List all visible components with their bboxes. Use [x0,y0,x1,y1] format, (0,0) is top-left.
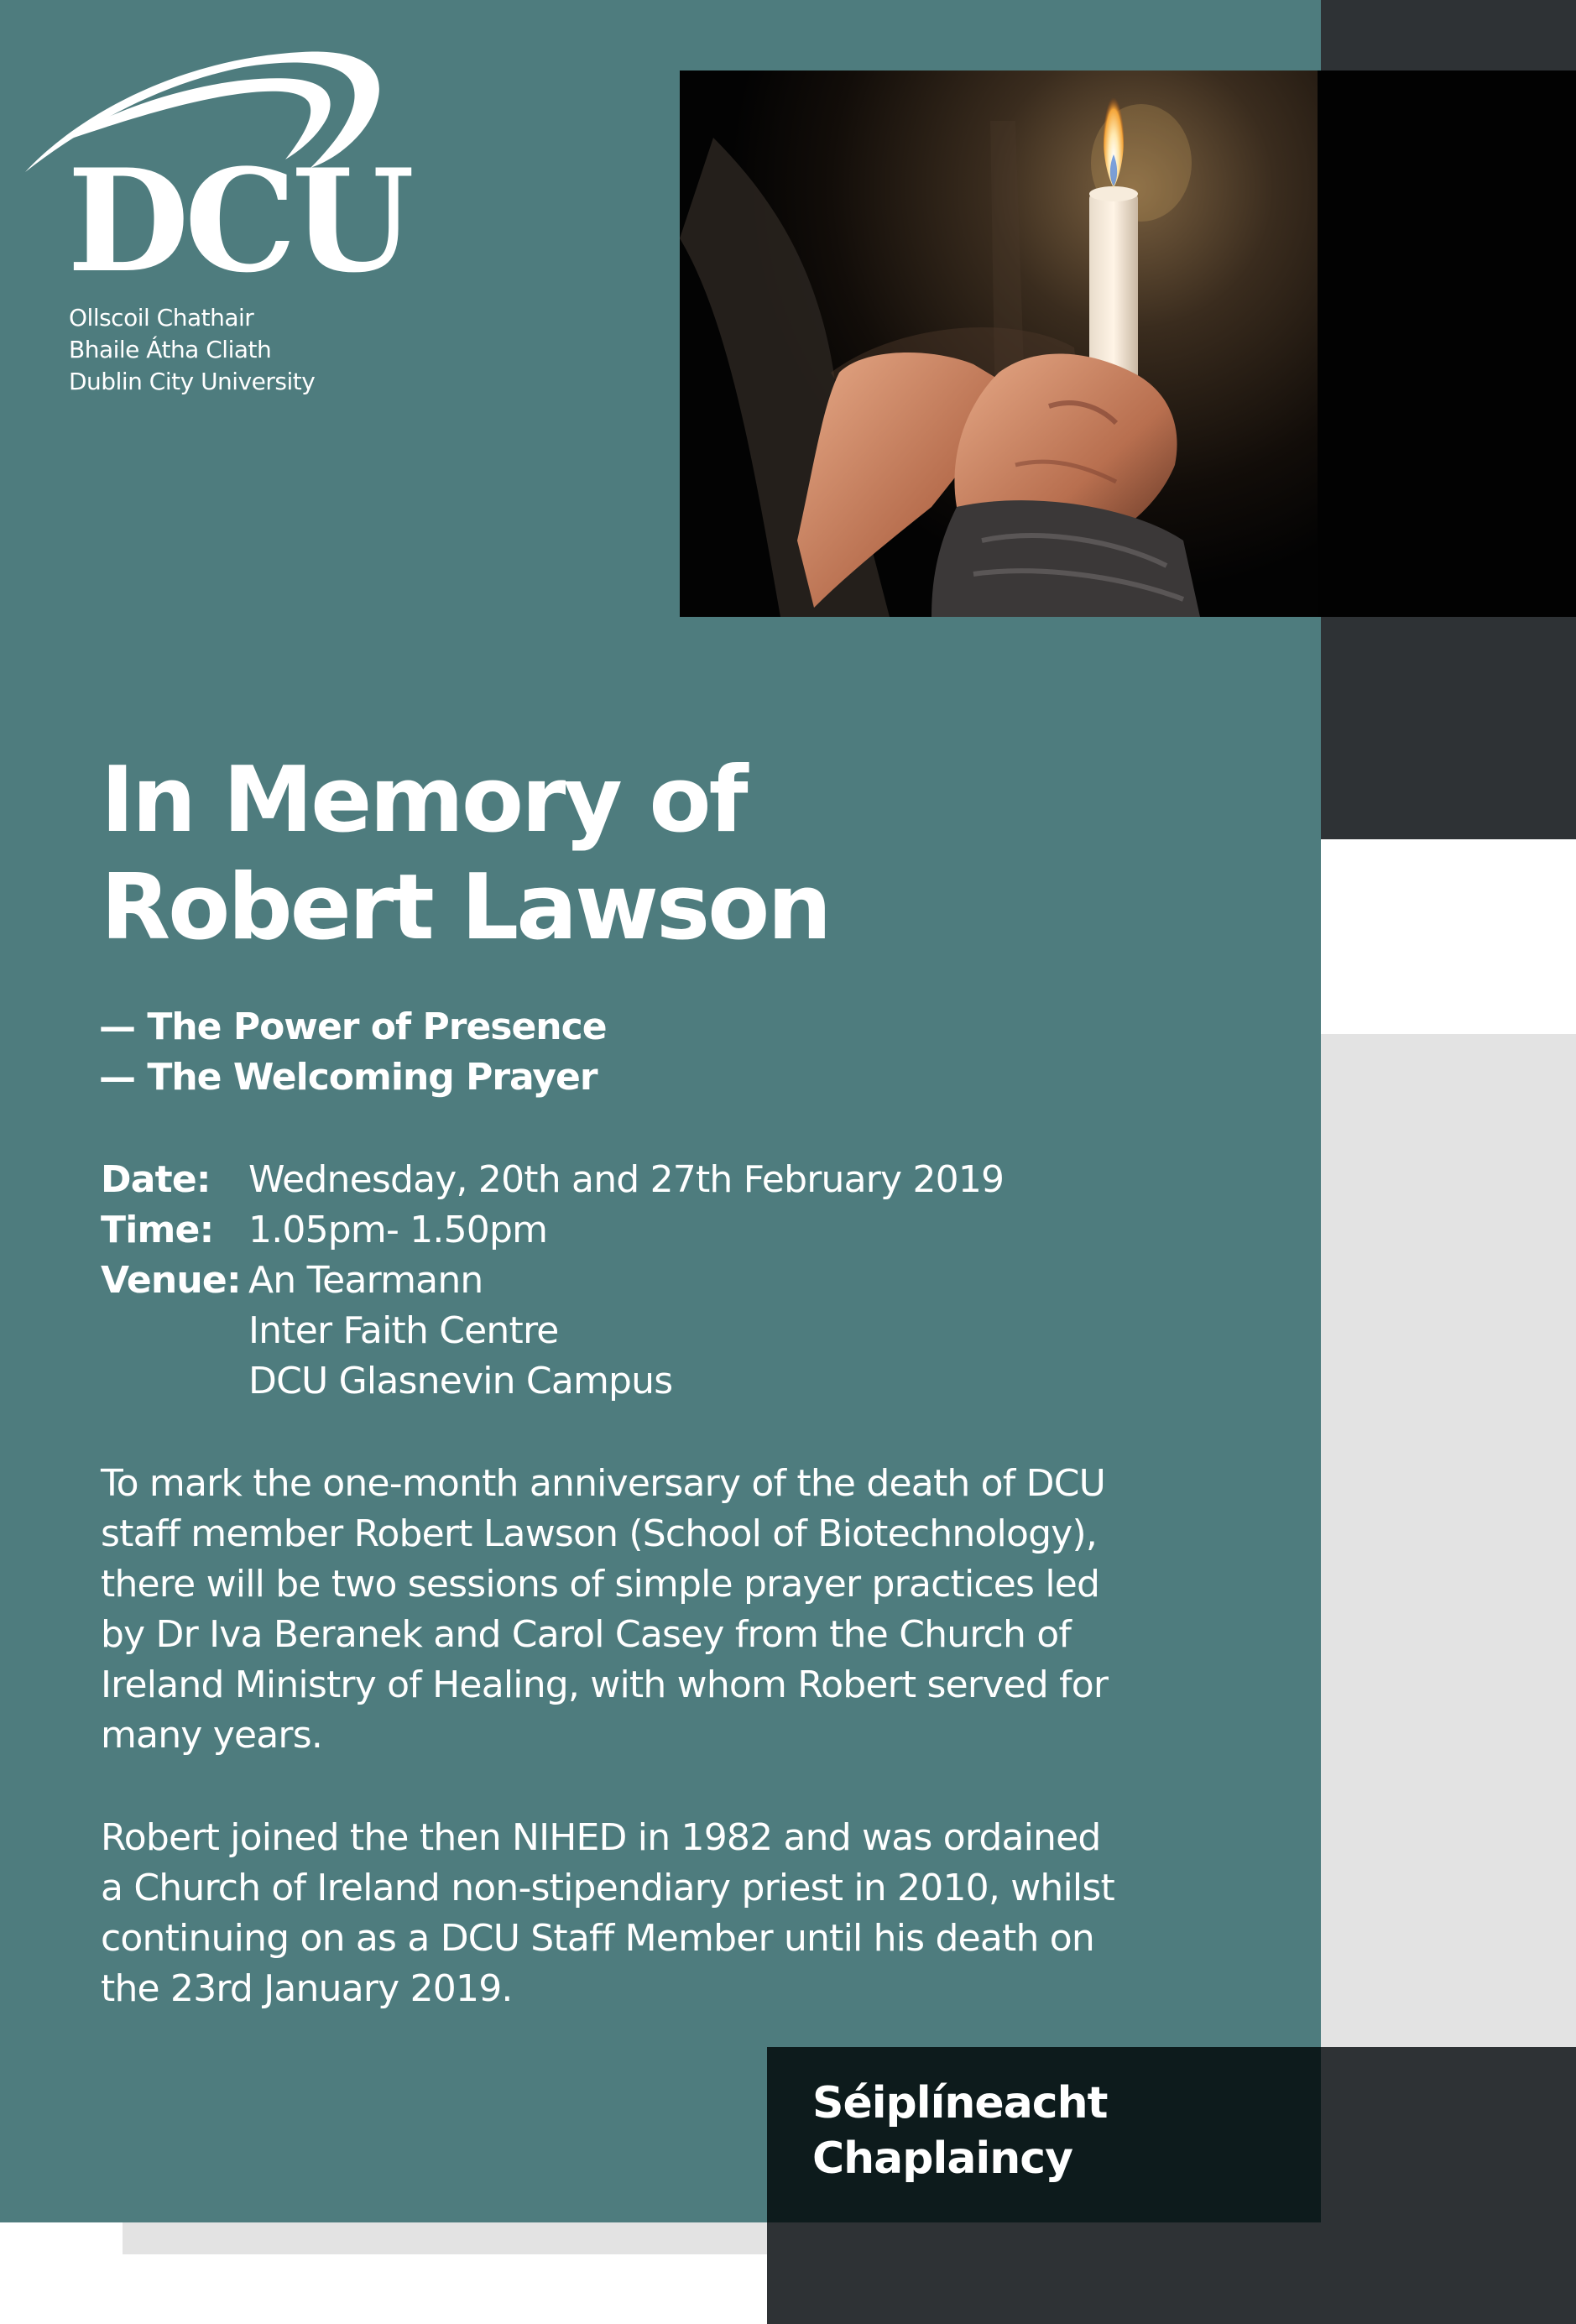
chaplaincy-english: Chaplaincy [812,2133,1072,2184]
paragraph-line: staff member Robert Lawson (School of Biotechnology), [101,1512,1098,1555]
session-item: — The Welcoming Prayer [99,1056,598,1099]
logo-line-irish-1: Ollscoil Chathair [69,304,254,332]
logo-wordmark-text: DCU [67,138,410,304]
logo-line-english: Dublin City University [69,368,316,395]
paragraph-line: the 23rd January 2019. [101,1967,513,2010]
date-value: Wednesday, 20th and 27th February 2019 [248,1158,1005,1201]
date-row [0,1155,1321,1205]
paragraph-line: To mark the one-month anniversary of the death of DCU [101,1462,1106,1505]
venue-line: An Tearmann [248,1259,483,1302]
time-row [0,1205,1321,1256]
session-list [99,1002,607,1103]
logo-wordmark [67,138,410,304]
paragraph-line: continuing on as a DCU Staff Member until his death on [101,1917,1094,1960]
title-line-2: Robert Lawson [101,855,830,960]
venue-line: Inter Faith Centre [248,1309,559,1352]
venue-label: Venue: [101,1259,241,1302]
chaplaincy-irish: Séiplíneacht [812,2078,1108,2128]
paragraph-line: Robert joined the then NIHED in 1982 and was ordained [101,1816,1101,1859]
grey-bottom-strip [123,2222,767,2254]
candle-in-hands-icon [680,71,1576,617]
time-value: 1.05pm- 1.50pm [248,1209,548,1251]
time-label: Time: [101,1209,214,1251]
page-title [101,747,829,962]
dcu-logo [25,42,410,304]
candle-photo [680,71,1576,617]
paragraph-anniversary [101,1459,1166,1761]
venue-row [0,1256,1321,1407]
paragraph-line: a Church of Ireland non-stipendiary priest in 2010, whilst [101,1867,1114,1909]
grey-side-block [1321,1034,1576,2047]
date-label: Date: [101,1158,211,1201]
paragraph-biography [101,1813,1166,2014]
white-side-block [1321,839,1576,1034]
paragraph-line: there will be two sessions of simple prayer practices led [101,1563,1100,1606]
paragraph-line: Ireland Ministry of Healing, with whom Robert served for [101,1663,1109,1706]
venue-line: DCU Glasnevin Campus [248,1360,673,1402]
paragraph-line: by Dr Iva Beranek and Carol Casey from the Church of [101,1613,1072,1656]
paragraph-line: many years. [101,1714,323,1757]
session-item: — The Power of Presence [99,1005,607,1048]
title-line-1: In Memory of [101,748,746,853]
logo-line-irish-2: Bhaile Átha Cliath [69,336,272,363]
chaplaincy-block [767,2047,1321,2222]
